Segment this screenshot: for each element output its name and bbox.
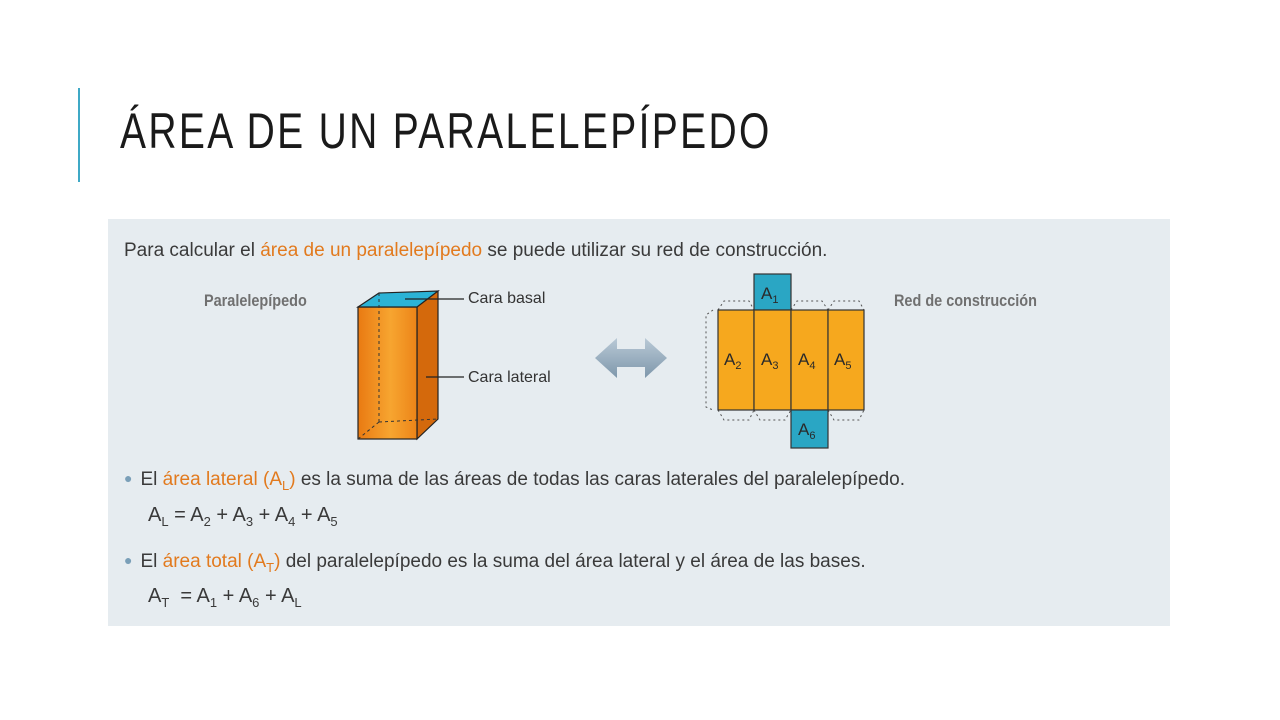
net-label-a5: $A_5$ <box>834 350 852 372</box>
net-face-a6 <box>791 410 828 448</box>
bullet-dot-icon: ● <box>124 470 133 486</box>
prism-label: Paralelepípedo <box>204 291 307 310</box>
construction-net <box>706 274 864 448</box>
title-accent-bar <box>78 88 80 182</box>
prism-front-face <box>358 307 417 439</box>
net-label-a6: $A_6$ <box>798 420 816 442</box>
bullet-dot-icon: ● <box>124 552 133 568</box>
formula-lateral-area: $A_L = A_2 + A_3 + A_4 + A_5$ <box>148 504 338 529</box>
prism-drawing <box>358 291 464 439</box>
net-label-a3: $A_3$ <box>761 350 779 372</box>
net-label: Red de construcción <box>894 291 1037 310</box>
callout-basal-face: Cara basal <box>468 290 546 307</box>
slide-title: ÁREA DE UN PARALELEPÍPEDO <box>120 103 772 159</box>
formula-total-area: $A_T = A_1 + A_6 + A_L$ <box>148 585 302 610</box>
net-label-a4: $A_4$ <box>798 350 816 372</box>
intro-text: Para calcular el área de un paralelepípedo se puede utilizar su red de construcción. <box>124 240 828 261</box>
callout-lateral-face: Cara lateral <box>468 369 551 386</box>
double-arrow-icon <box>595 338 667 378</box>
bullet-lateral-area: ● El área lateral $(A_L)$ es la suma de las áreas de todas las caras laterales del paralelepípedo. <box>124 469 905 493</box>
net-label-a2: $A_2$ <box>724 350 742 372</box>
net-label-a1: $A_1$ <box>761 284 779 306</box>
prism-side-face <box>417 291 438 439</box>
bullet-total-area: ● El área total $(A_T)$ del paralelepípedo es la suma del área lateral y el área de las bases. <box>124 551 866 575</box>
content-panel <box>108 219 1170 626</box>
